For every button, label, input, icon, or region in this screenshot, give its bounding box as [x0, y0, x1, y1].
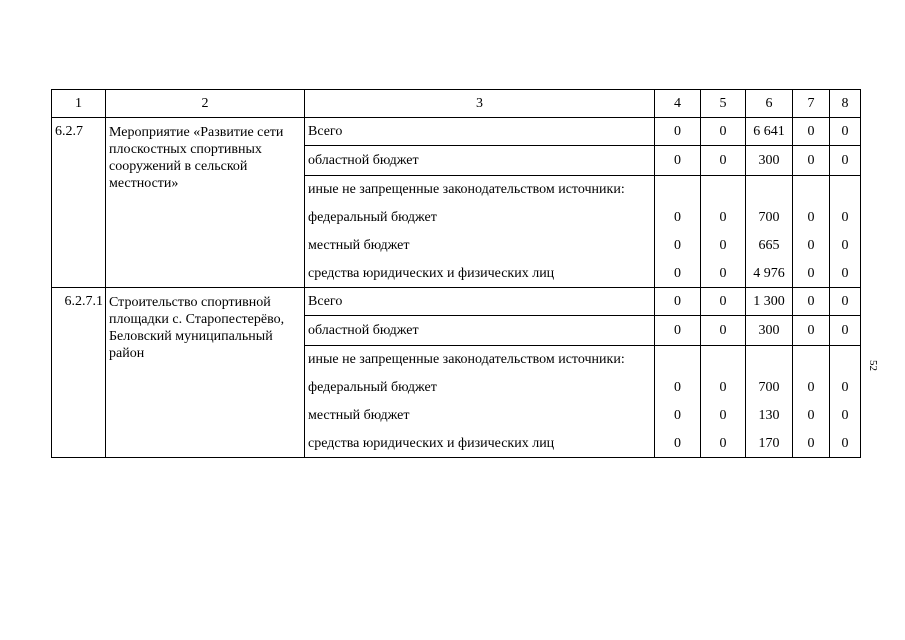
- value-cell: 0: [793, 204, 830, 232]
- value-cell: 0: [701, 316, 746, 346]
- value-cell: 0: [793, 402, 830, 430]
- value-cell: 6 641: [746, 118, 793, 146]
- value-cell: 700: [746, 204, 793, 232]
- value-cell: 0: [793, 146, 830, 176]
- funding-source: местный бюджет: [305, 402, 655, 430]
- value-cell: 0: [830, 374, 861, 402]
- funding-source: Всего: [305, 118, 655, 146]
- value-cell: 300: [746, 146, 793, 176]
- value-cell: 0: [655, 402, 701, 430]
- value-cell: 0: [701, 232, 746, 260]
- value-cell: [793, 346, 830, 374]
- value-cell: 0: [830, 232, 861, 260]
- value-cell: 0: [793, 232, 830, 260]
- value-cell: 1 300: [746, 288, 793, 316]
- value-cell: 0: [830, 260, 861, 288]
- value-cell: 0: [655, 118, 701, 146]
- value-cell: [701, 346, 746, 374]
- funding-source: федеральный бюджет: [305, 204, 655, 232]
- value-cell: 0: [655, 430, 701, 458]
- value-cell: 0: [830, 430, 861, 458]
- value-cell: [830, 176, 861, 204]
- value-cell: 0: [793, 118, 830, 146]
- page-number: 52: [867, 360, 879, 371]
- value-cell: 170: [746, 430, 793, 458]
- funding-source: иные не запрещенные законодательством источники:: [305, 176, 655, 204]
- value-cell: 0: [830, 204, 861, 232]
- section-name: Строительство спортивной площадки с. Старопестерёво, Беловский муниципальный район: [106, 288, 305, 458]
- header-row: [52, 90, 861, 118]
- header-cell: 1: [52, 90, 106, 118]
- value-cell: 665: [746, 232, 793, 260]
- section-code: 6.2.7.1: [52, 288, 106, 458]
- value-cell: 0: [655, 232, 701, 260]
- value-cell: 0: [793, 374, 830, 402]
- header-cell: 3: [305, 90, 655, 118]
- funding-source: иные не запрещенные законодательством источники:: [305, 346, 655, 374]
- section-code: 6.2.7: [52, 118, 106, 288]
- value-cell: 0: [830, 316, 861, 346]
- funding-source: областной бюджет: [305, 146, 655, 176]
- value-cell: [701, 176, 746, 204]
- value-cell: 0: [655, 374, 701, 402]
- value-cell: [830, 346, 861, 374]
- value-cell: 0: [701, 374, 746, 402]
- value-cell: 0: [655, 288, 701, 316]
- value-cell: 0: [701, 118, 746, 146]
- table-row: [52, 288, 861, 316]
- value-cell: 0: [701, 260, 746, 288]
- table-row: [52, 118, 861, 146]
- value-cell: 0: [793, 430, 830, 458]
- funding-source: средства юридических и физических лиц: [305, 260, 655, 288]
- funding-source: федеральный бюджет: [305, 374, 655, 402]
- header-cell: 6: [746, 90, 793, 118]
- value-cell: 0: [655, 204, 701, 232]
- value-cell: [793, 176, 830, 204]
- value-cell: [746, 346, 793, 374]
- funding-source: Всего: [305, 288, 655, 316]
- header-cell: 5: [701, 90, 746, 118]
- header-cell: 4: [655, 90, 701, 118]
- value-cell: 0: [655, 146, 701, 176]
- value-cell: [655, 346, 701, 374]
- value-cell: 0: [830, 288, 861, 316]
- value-cell: 0: [701, 430, 746, 458]
- value-cell: 4 976: [746, 260, 793, 288]
- section-name: Мероприятие «Развитие сети плоскостных спортивных сооружений в сельской местности»: [106, 118, 305, 288]
- value-cell: 130: [746, 402, 793, 430]
- value-cell: 0: [830, 146, 861, 176]
- funding-source: областной бюджет: [305, 316, 655, 346]
- value-cell: [746, 176, 793, 204]
- value-cell: 0: [830, 402, 861, 430]
- value-cell: 0: [701, 288, 746, 316]
- value-cell: 0: [701, 402, 746, 430]
- header-cell: 7: [793, 90, 830, 118]
- value-cell: 0: [655, 260, 701, 288]
- value-cell: [655, 176, 701, 204]
- funding-source: средства юридических и физических лиц: [305, 430, 655, 458]
- funding-source: местный бюджет: [305, 232, 655, 260]
- value-cell: 0: [701, 146, 746, 176]
- value-cell: 0: [793, 260, 830, 288]
- value-cell: 300: [746, 316, 793, 346]
- value-cell: 700: [746, 374, 793, 402]
- value-cell: 0: [655, 316, 701, 346]
- value-cell: 0: [701, 204, 746, 232]
- value-cell: 0: [793, 316, 830, 346]
- budget-table: [51, 89, 861, 458]
- value-cell: 0: [830, 118, 861, 146]
- header-cell: 2: [106, 90, 305, 118]
- value-cell: 0: [793, 288, 830, 316]
- header-cell: 8: [830, 90, 861, 118]
